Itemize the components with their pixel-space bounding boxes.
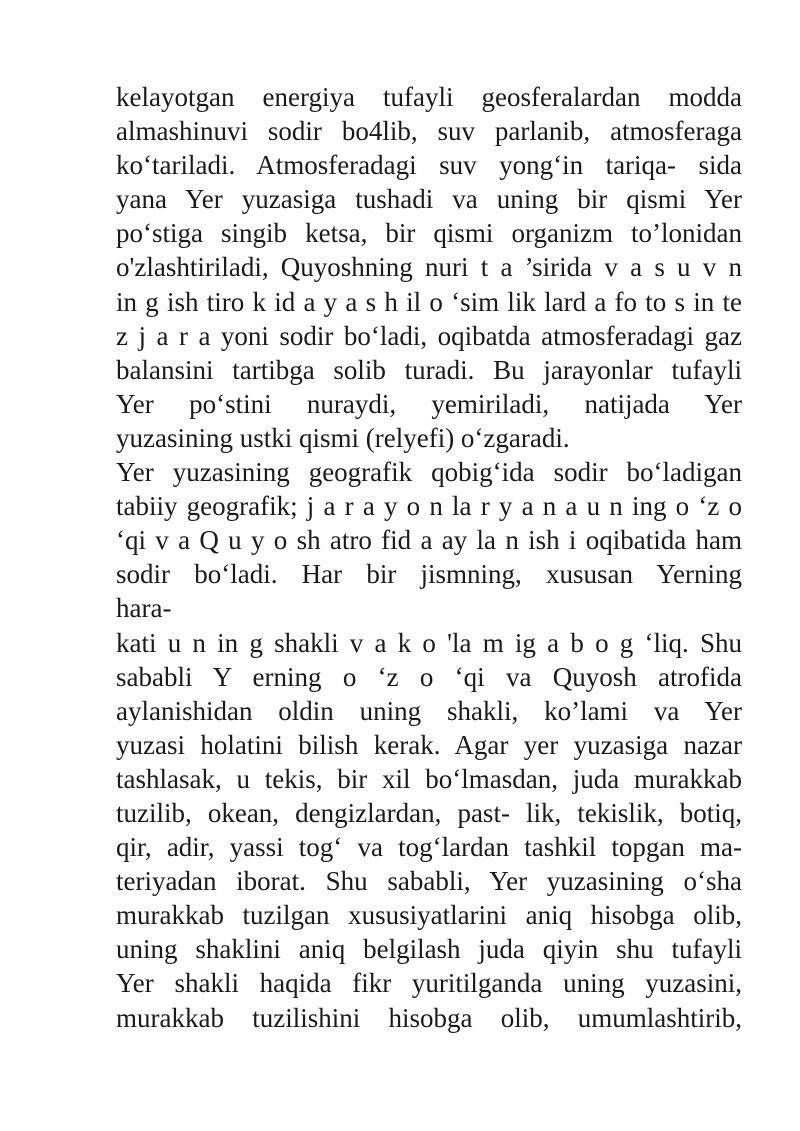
text-line: tabiiy geografik; j a r a y o n la r y a n a u n ing o ‘z o: [116, 491, 742, 522]
text-line: sodir bo‘ladi. Har bir jismning, xususan Yerning: [116, 559, 742, 590]
text-line: teriyadan iborat. Shu sababli, Yer yuzasining o‘sha: [116, 866, 742, 897]
text-line: Yer yuzasining geografik qobig‘ida sodir bo‘ladigan: [116, 457, 742, 488]
text-line: z j a r a yoni sodir bo‘ladi, oqibatda atmosferadagi gaz: [116, 320, 742, 351]
text-line: balansini tartibga solib turadi. Bu jarayonlar tufayli: [116, 354, 742, 385]
text-line: ko‘tariladi. Atmosferadagi suv yong‘in tariqa- sida: [116, 150, 742, 181]
text-line: yuzasi holatini bilish kerak. Agar yer yuzasiga nazar: [116, 729, 742, 760]
paragraph-3: [116, 626, 742, 1035]
text-line: almashinuvi sodir bo4lib, suv parlanib, atmosferaga: [116, 116, 742, 147]
text-line: yana Yer yuzasiga tushadi va uning bir qismi Yer: [116, 184, 742, 215]
text-line: sababli Y erning o ‘z o ‘qi va Quyosh atrofida: [116, 661, 742, 692]
text-line: aylanishidan oldin uning shakli, ko’lami va Yer: [116, 695, 742, 726]
text-line: tashlasak, u tekis, bir xil bo‘lmasdan, juda murakkab: [116, 763, 742, 794]
text-line: yuzasining ustki qismi (relyefi) o‘zgaradi.: [116, 422, 570, 453]
text-line: Yer po‘stini nuraydi, yemiriladi, natijada Yer: [116, 388, 742, 419]
text-line: uning shaklini aniq belgilash juda qiyin shu tufayli: [116, 934, 742, 965]
text-line: kelayotgan energiya tufayli geosferalardan modda: [116, 82, 742, 112]
text-line: qir, adir, yassi tog‘ va tog‘lardan tashkil topgan ma-: [116, 832, 742, 863]
text-line: murakkab tuzilishini hisobga olib, umumlashtirib,: [116, 1002, 742, 1033]
text-line: kati u n in g shakli v a k o 'la m ig a b o g ‘liq. Shu: [116, 627, 742, 658]
text-line: hara-: [116, 593, 172, 624]
text-line: ‘qi v a Q u y o sh atro fid a ay la n ish i oqibatida ham: [116, 525, 742, 556]
paragraph-1: [116, 80, 742, 455]
text-line: Yer shakli haqida fikr yuritilganda uning yuzasini,: [116, 968, 742, 999]
text-line: tuzilib, okean, dengizlardan, past- lik, tekislik, botiq,: [116, 797, 742, 828]
text-line: murakkab tuzilgan xususiyatlarini aniq hisobga olib,: [116, 900, 742, 931]
text-line: in g ish tiro k id a y a s h il o ‘sim lik lard a fo to s in te: [116, 286, 742, 317]
paragraph-2: [116, 455, 742, 625]
document-page: [116, 80, 742, 1035]
text-line: o'zlashtiriladi, Quyoshning nuri t a ’sirida v a s u v n: [116, 252, 742, 283]
text-line: po‘stiga singib ketsa, bir qismi organizm to’lonidan: [116, 218, 742, 249]
